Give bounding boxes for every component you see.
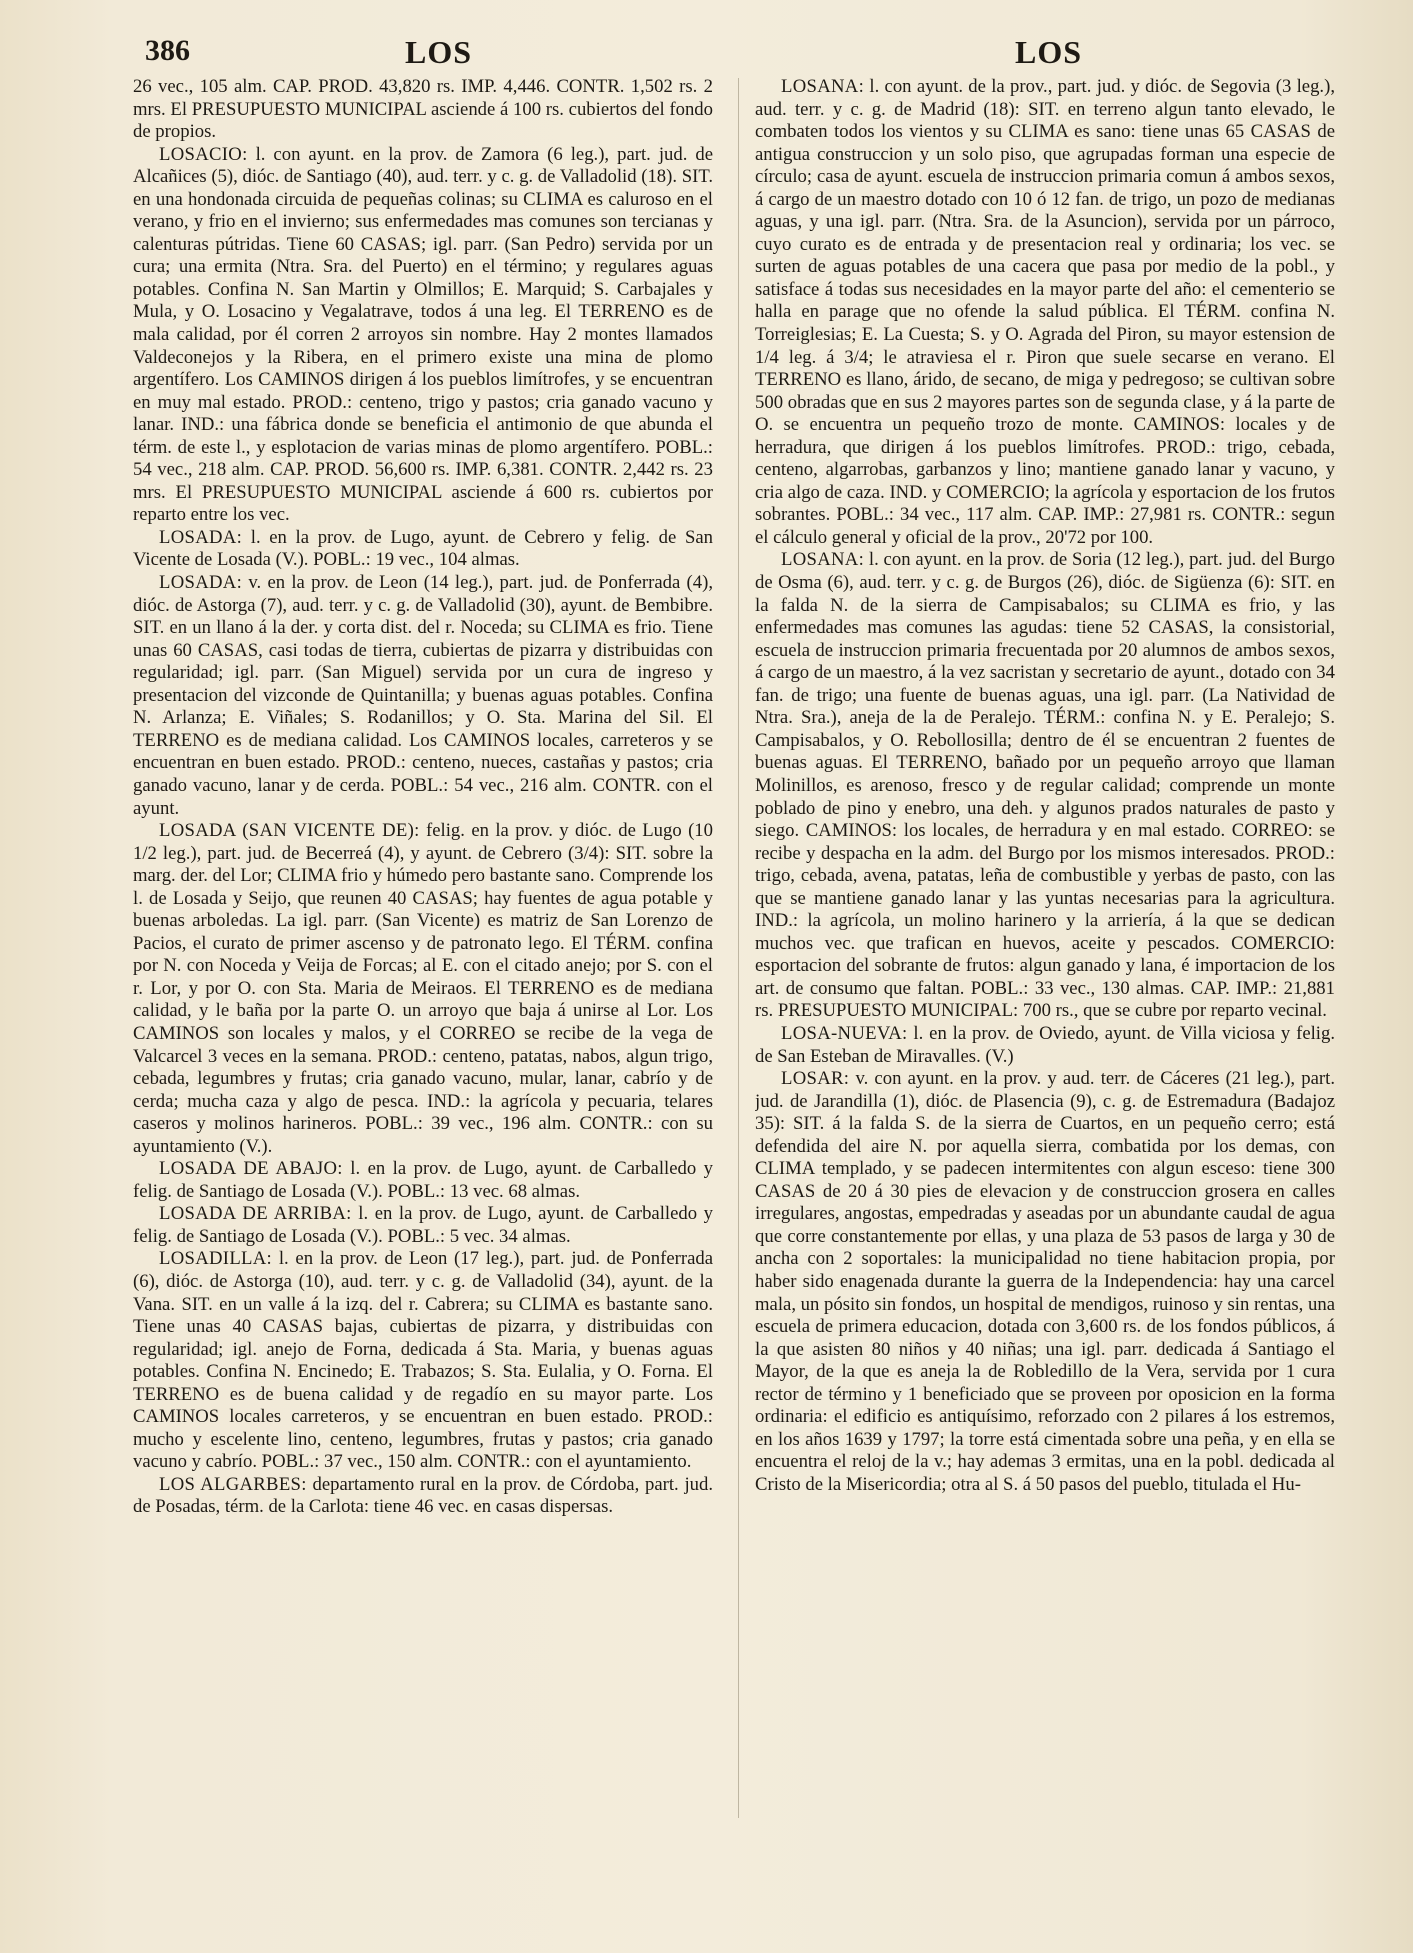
entry-continuation xyxy=(133,76,713,144)
entry-text: felig. en la prov. y dióc. de Lugo (10 1/2 leg.), part. jud. de Becerreá (4), y ayunt. de Cebrero (3/4): SIT. sobre la marg. der. del Lor; CLIMA frio y húmedo pero bastante sano. Comprende los l. de Losada y Seijo, que reunen 40 CASAS; hay fuentes de agua potable y buenas arboledas. La igl. parr. (San Vicente) es matriz de San Lorenzo de Pacios, el curato de primer ascenso y de patronato lego. El TÉRM. confina por N. con Noceda y Veija de Forcas; al E. con el citado anejo; por S. con el r. Lor, y por O. con Sta. Maria de Meiraos. El TERRENO es de mediana calidad, y le baña por la parte O. un arroyo que baja á unirse al Lor. Los CAMINOS son locales y malos, y el CORREO se recibe de la vega de Valcarcel 3 veces en la semana. PROD.: centeno, patatas, nabos, algun trigo, cebada, legumbres y frutas; cria ganado vacuno, mular, lanar, cabrío y de cerda; mucha caza y algo de pesca. IND.: la agrícola y pecuaria, telares caseros y molinos harineros. POBL.: 39 vec., 196 alm. CONTR.: con su ayuntamiento (V.). xyxy=(133,820,713,1157)
running-head-right: LOS xyxy=(1015,34,1083,70)
entry-headword: LOSADA (SAN VICENTE DE): xyxy=(159,820,420,842)
entry-text: l. en la prov. de Oviedo, ayunt. de Villa viciosa y felig. de San Esteban de Miravalles. (V.) xyxy=(755,1022,1335,1067)
entry-text: l. con ayunt. en la prov. de Zamora (6 leg.), part. jud. de Alcañices (5), dióc. de Santiago (40), aud. terr. y c. g. de Valladolid (18). SIT. en una hondonada circuida de pequeñas colinas; su CLIMA es caluroso en el verano, y frio en el invierno; sus enfermedades mas comunes son tercianas y calenturas pútridas. Tiene 60 CASAS; igl. parr. (San Pedro) servida por un cura; una ermita (Ntra. Sra. del Puerto) en el término; y regulares aguas potables. Confina N. San Martin y Olmillos; E. Marquid; S. Carbajales y Mula, y O. Losacino y Vegalatrave, todos á una leg. El TERRENO es de mala calidad, por él corren 2 arroyos sin nombre. Hay 2 montes llamados Valdeconejos y la Ribera, en el primero existe una mina de plomo argentífero. Los CAMINOS dirigen á los pueblos limítrofes, y se encuentran en muy mal estado. PROD.: centeno, trigo y pastos; cria ganado vacuno y lanar. IND.: una fábrica donde se beneficia el antimonio de que abunda el térm. de este l., y esplotacion de varias minas de plomo argentífero. POBL.: 54 vec., 218 alm. CAP. PROD. 56,600 rs. IMP. 6,381. CONTR. 2,442 rs. 23 mrs. El PRESUPUESTO MUNICIPAL asciende á 600 rs. cubiertos por reparto entre los vec. xyxy=(133,143,713,526)
entry-text: l. en la prov. de Leon (17 leg.), part. jud. de Ponferrada (6), dióc. de Astorga (10), aud. terr. y c. g. de Valladolid (34), ayunt. de la Vana. SIT. en un valle á la izq. del r. Cabrera; su CLIMA es bastante sano. Tiene unas 40 CASAS bajas, cubiertas de pizarra, y distribuidas con regularidad; igl. anejo de Forna, dedicada á Sta. Maria, y buenas aguas potables. Confina N. Encinedo; E. Trabazos; S. Sta. Eulalia, y O. Forna. El TERRENO es de buena calidad y de regadío en su mayor parte. Los CAMINOS locales carreteros, y se encuentran en buen estado. PROD.: mucho y escelente lino, centeno, legumbres, frutas y pastos; cria ganado vacuno y cabrío. POBL.: 37 vec., 150 alm. CONTR.: con el ayuntamiento. xyxy=(133,1248,713,1473)
entry-headword: LOSACIO: xyxy=(159,143,248,165)
entry-headword: LOSA-NUEVA: xyxy=(781,1022,908,1044)
left-column xyxy=(133,76,713,1856)
entry-losacio xyxy=(133,144,713,527)
entry-headword: LOSANA: xyxy=(781,549,865,571)
entry-losana-segovia xyxy=(755,76,1335,549)
entry-headword: LOSADILLA: xyxy=(159,1248,273,1270)
entry-losada-san-vicente xyxy=(133,820,713,1158)
entry-losana-soria xyxy=(755,549,1335,1022)
entry-headword: LOSADA: xyxy=(159,572,243,594)
entry-text: l. en la prov. de Lugo, ayunt. de Carballedo y felig. de Santiago de Losada (V.). POBL.: 5 vec. 34 almas. xyxy=(133,1203,713,1247)
entry-losa-nueva xyxy=(755,1023,1335,1068)
running-head-left: LOS xyxy=(405,34,473,70)
entry-text: l. en la prov. de Lugo, ayunt. de Carballedo y felig. de Santiago de Losada (V.). POBL.: 13 vec. 68 almas. xyxy=(133,1158,713,1202)
page-number: 386 xyxy=(145,34,190,67)
entry-text: departamento rural en la prov. de Córdoba, part. jud. de Posadas, térm. de la Carlota: tiene 46 vec. en casas dispersas. xyxy=(133,1473,713,1518)
entry-text: l. en la prov. de Lugo, ayunt. de Cebrero y felig. de San Vicente de Losada (V.). POBL.: 19 vec., 104 almas. xyxy=(133,526,713,571)
entry-text: 26 vec., 105 alm. CAP. PROD. 43,820 rs. IMP. 4,446. CONTR. 1,502 rs. 2 mrs. El PRESUPUESTO MUNICIPAL asciende á 100 rs. cubiertos del fondo de propios. xyxy=(133,76,713,143)
entry-text: l. con ayunt. en la prov. de Soria (12 leg.), part. jud. del Burgo de Osma (6), aud. terr. y c. g. de Burgos (26), dióc. de Sigüenza (6): SIT. en la falda N. de la sierra de Campisabalos; su CLIMA es frio, y las enfermedades mas comunes las agudas: tiene 52 CASAS, la consistorial, escuela de instruccion primaria frecuentada por 20 alumnos de ambos sexos, á cargo de un maestro, á la vez sacristan y secretario de ayunt., dotado con 34 fan. de trigo; una fuente de buenas aguas, una igl. parr. (La Natividad de Ntra. Sra.), aneja de la de Peralejo. TÉRM.: confina N. y E. Peralejo; S. Campisabalos, y O. Rebollosilla; dentro de él se encuentran 2 fuentes de buenas aguas. El TERRENO, bañado por un pequeño arroyo que llaman Molinillos, es arenoso, fresco y de regular calidad; comprende un monte poblado de pino y enebro, una deh. y algunos prados naturales de pasto y siego. CAMINOS: los locales, de herradura y en mal estado. CORREO: se recibe y despacha en la adm. del Burgo por los mismos interesados. PROD.: trigo, cebada, avena, patatas, leña de combustible y yerbas de pasto, con las que se mantiene ganado lanar y las yuntas necesarias para la agricultura. IND.: la agrícola, un molino harinero y la arriería, á la que se dedican muchos vec. que trafican en huevos, aceite y pescados. COMERCIO: esportacion del sobrante de frutos: algun ganado y lana, é importacion de los art. de consumo que faltan. POBL.: 33 vec., 130 almas. CAP. IMP.: 21,881 rs. PRESUPUESTO MUNICIPAL: 700 rs., que se cubre por reparto vecinal. xyxy=(755,549,1335,1022)
entry-text: v. en la prov. de Leon (14 leg.), part. jud. de Ponferrada (4), dióc. de Astorga (7), aud. terr. y c. g. de Valladolid (30), ayunt. de Bembibre. SIT. en un llano á la der. y corta dist. del r. Noceda; su CLIMA es frio. Tiene unas 60 CASAS, casi todas de tierra, cubiertas de pizarra y distribuidas con regularidad; igl. parr. (San Miguel) servida por un cura de ingreso y presentacion del vizconde de Quintanilla; y buenas aguas potables. Confina N. Arlanza; E. Viñales; S. Rodanillos; y O. Sta. Marina del Sil. El TERRENO es de mediana calidad. Los CAMINOS locales, carreteros y se encuentran en buen estado. PROD.: centeno, nueces, castañas y pastos; cria ganado vacuno, lanar y de cerda. POBL.: 54 vec., 216 alm. CONTR. con el ayunt. xyxy=(133,572,713,819)
entry-losada-de-abajo xyxy=(133,1158,713,1203)
entry-headword: LOSADA DE ARRIBA: xyxy=(159,1203,352,1225)
entry-text: l. con ayunt. de la prov., part. jud. y dióc. de Segovia (3 leg.), aud. terr. y c. g. de Madrid (18): SIT. en terreno algun tanto elevado, le combaten todos los vientos y su CLIMA es sano: tiene unas 65 CASAS de antigua construccion y un solo piso, que agrupadas forman una especie de círculo; casa de ayunt. escuela de instruccion primaria comun á ambos sexos, á cargo de un maestro dotado con 10 ó 12 fan. de trigo, un pozo de medianas aguas, y una igl. parr. (Ntra. Sra. de la Asuncion), servida por un párroco, cuyo curato es de entrada y de presentacion real y ordinaria; los vec. se surten de aguas potables de una cacera que pasa por medio de la pobl., y satisface á todas sus necesidades en la mayor parte del año: el cementerio se halla en parage que no ofende la salud pública. El TÉRM. confina N. Torreiglesias; E. La Cuesta; S. y O. Agrada del Piron, su mayor estension de 1/4 leg. á 3/4; le atraviesa el r. Piron que suele secarse en verano. El TERRENO es llano, árido, de secano, de miga y pedregoso; se cultivan sobre 500 obradas que en sus 2 mayores partes son de segunda clase, y á la parte de O. se encuentra un pequeño trozo de monte. CAMINOS: locales y de herradura, que dirigen á los pueblos limítrofes. PROD.: trigo, cebada, centeno, algarrobas, garbanzos y lino; mantiene ganado lanar y vacuno, y cria algo de caza. IND. y COMERCIO; la agrícola y esportacion de los frutos sobrantes. POBL.: 34 vec., 117 alm. CAP. IMP.: 27,981 rs. CONTR.: segun el cálculo general y oficial de la prov., 20'72 por 100. xyxy=(755,76,1335,548)
entry-text: v. con ayunt. en la prov. y aud. terr. de Cáceres (21 leg.), part. jud. de Jarandilla (1), dióc. de Plasencia (9), c. g. de Estremadura (Badajoz 35): SIT. á la falda S. de la sierra de Cuartos, en un pequeño cerro; está defendida del aire N. por aquella sierra, combatida por los demas, con CLIMA templado, y se padecen intermitentes con algun esceso: tiene 300 CASAS de 20 á 30 pies de elevacion y de construccion grosera en calles irregulares, angostas, empedradas y aseadas por un abundante caudal de agua que corre constantemente por ellas, y una plaza de 53 pasos de larga y 30 de ancha con 2 soportales: la municipalidad no tiene habitacion propia, por haber sido enagenada durante la guerra de la Independencia: hay una carcel mala, un pósito sin fondos, un hospital de mendigos, ruinoso y sin rentas, una escuela de primera educacion, dotada con 3,600 rs. de los fondos públicos, á la que asisten 80 niños y 40 niñas; una igl. parr. dedicada á Santiago el Mayor, de la que es aneja la de Robledillo de la Vera, servida por 1 cura rector de término y 1 beneficiado que se proveen por oposicion en la forma ordinaria: el edificio es antiquísimo, reforzado con 2 pilares á los estremos, en los años 1639 y 1797; la torre está cimentada sobre una peña, y en ella se encuentra el reloj de la v.; hay ademas 3 ermitas, una en la pobl. dedicada al Cristo de la Misericordia; otra al S. á 50 pasos del pueblo, titulada el Hu- xyxy=(755,1068,1335,1495)
entry-losadilla xyxy=(133,1248,713,1473)
right-column xyxy=(755,76,1335,1856)
entry-los-algarbes xyxy=(133,1474,713,1519)
entry-losada-lugo xyxy=(133,527,713,572)
entry-losar xyxy=(755,1068,1335,1496)
entry-headword: LOS ALGARBES: xyxy=(159,1473,307,1495)
entry-headword: LOSADA DE ABAJO: xyxy=(159,1158,343,1180)
entry-losada-leon xyxy=(133,572,713,820)
entry-headword: LOSADA: xyxy=(159,526,243,548)
entry-headword: LOSAR: xyxy=(781,1068,850,1090)
column-divider xyxy=(738,78,739,1818)
entry-losada-de-arriba xyxy=(133,1203,713,1248)
entry-headword: LOSANA: xyxy=(781,76,865,97)
page-header xyxy=(145,34,1345,74)
